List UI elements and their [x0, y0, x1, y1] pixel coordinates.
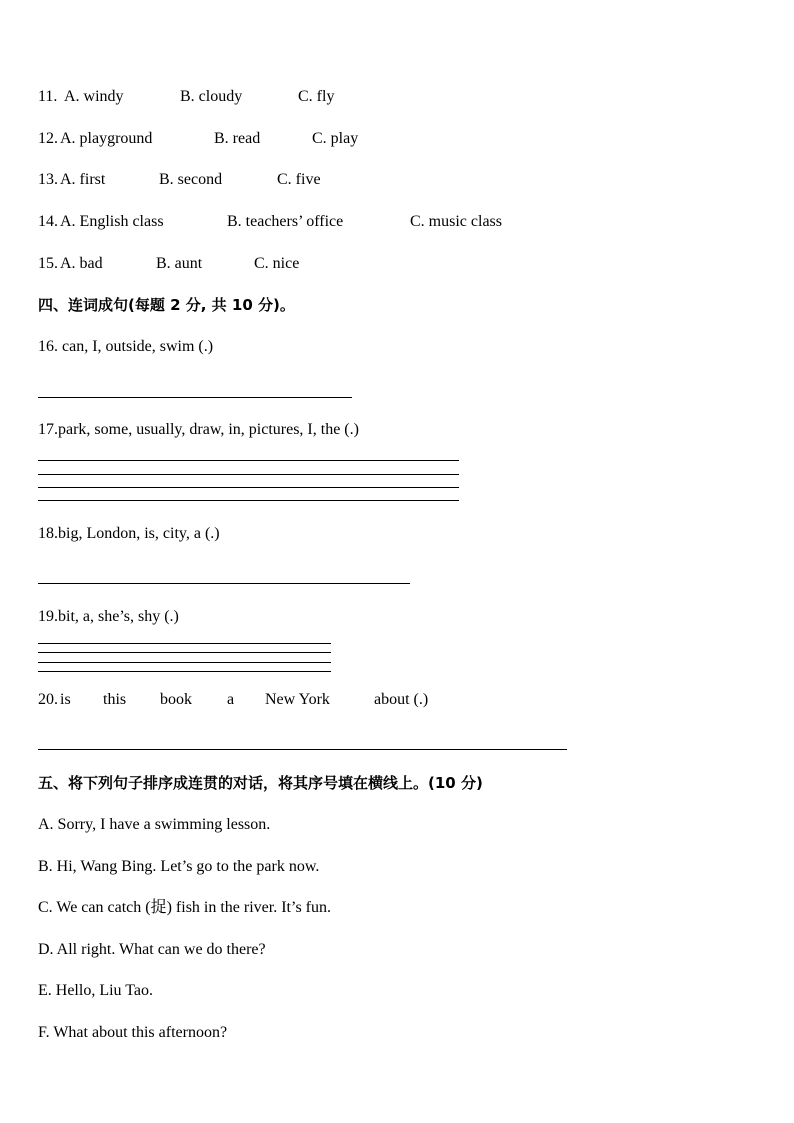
- option-c: C. play: [312, 130, 359, 147]
- dialogue-sentence-e: E. Hello, Liu Tao.: [38, 982, 154, 999]
- word: about (.): [374, 691, 429, 708]
- option-c: C. music class: [410, 213, 502, 230]
- word: is: [60, 691, 71, 708]
- dialogue-sentence-c: C. We can catch (捉) fish in the river. It’s fun.: [38, 899, 332, 916]
- option-a: A. first: [60, 171, 106, 188]
- dialogue-sentence-b: B. Hi, Wang Bing. Let’s go to the park now.: [38, 858, 320, 875]
- word: book: [160, 691, 192, 708]
- option-b: B. teachers’ office: [227, 213, 344, 230]
- option-b: B. aunt: [156, 255, 203, 272]
- option-c: C. nice: [254, 255, 300, 272]
- item-number: 11.: [38, 88, 58, 105]
- answer-line-17-1: [38, 460, 459, 461]
- answer-line-16: [38, 397, 352, 398]
- item-number: 12.: [38, 130, 58, 147]
- answer-line-17-2: [38, 474, 459, 475]
- option-a: A. bad: [60, 255, 103, 272]
- option-c: C. five: [277, 171, 321, 188]
- dialogue-sentence-a: A. Sorry, I have a swimming lesson.: [38, 816, 271, 833]
- dialogue-sentence-d: D. All right. What can we do there?: [38, 941, 266, 958]
- question-16: 16. can, I, outside, swim (.): [38, 338, 214, 355]
- option-b: B. cloudy: [180, 88, 243, 105]
- answer-line-17-4: [38, 500, 459, 501]
- section-4-heading: 四、连词成句(每题 2 分, 共 10 分)。: [38, 296, 295, 314]
- question-19: 19.bit, a, she’s, shy (.): [38, 608, 179, 625]
- question-17: 17.park, some, usually, draw, in, pictures, I, the (.): [38, 421, 359, 438]
- dialogue-sentence-f: F. What about this afternoon?: [38, 1024, 228, 1041]
- word: New York: [265, 691, 330, 708]
- answer-line-20: [38, 749, 567, 750]
- option-c: C. fly: [298, 88, 335, 105]
- item-number: 15.: [38, 255, 58, 272]
- answer-line-19-3: [38, 662, 331, 663]
- option-a: A. windy: [64, 88, 124, 105]
- answer-line-17-3: [38, 487, 459, 488]
- word: a: [227, 691, 235, 708]
- question-18: 18.big, London, is, city, a (.): [38, 525, 220, 542]
- option-b: B. second: [159, 171, 223, 188]
- answer-line-19-4: [38, 671, 331, 672]
- word: this: [103, 691, 127, 708]
- item-number: 13.: [38, 171, 58, 188]
- item-number: 14.: [38, 213, 58, 230]
- section-5-heading: 五、将下列句子排序成连贯的对话，将其序号填在横线上。(10 分): [38, 774, 483, 792]
- item-number: 20.: [38, 691, 58, 708]
- answer-line-18: [38, 583, 410, 584]
- option-a: A. playground: [60, 130, 153, 147]
- answer-line-19-2: [38, 652, 331, 653]
- option-a: A. English class: [60, 213, 164, 230]
- answer-line-19-1: [38, 643, 331, 644]
- option-b: B. read: [214, 130, 261, 147]
